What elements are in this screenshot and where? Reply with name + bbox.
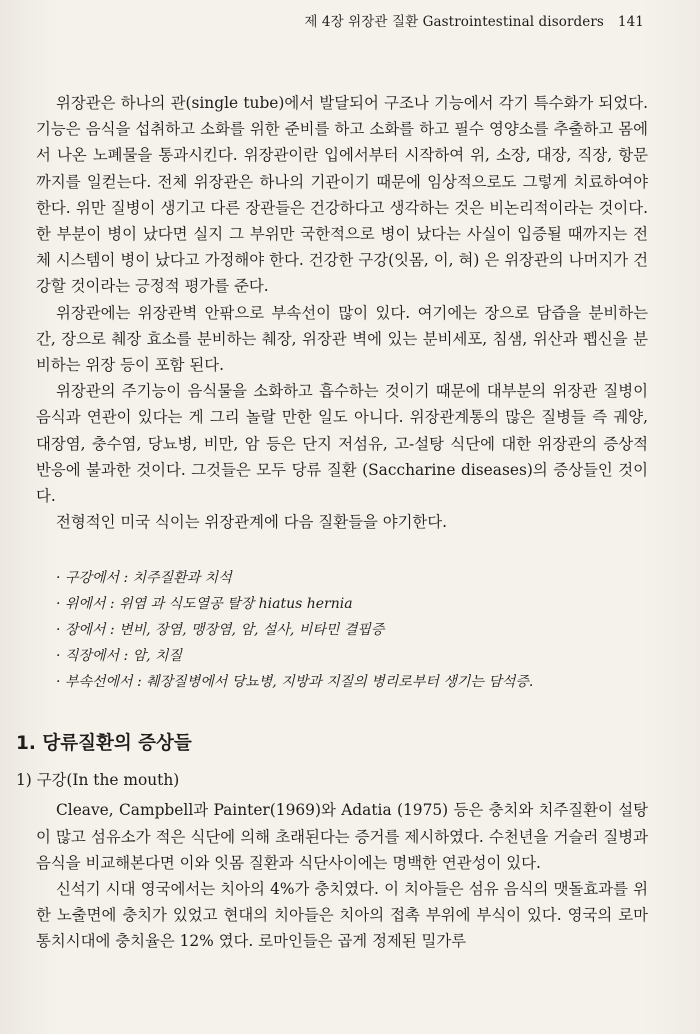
paragraph-5: Cleave, Campbell과 Painter(1969)와 Adatia (1975) 등은 충치와 치주질환이 설탕이 많고 섬유소가 적은 식단에 의해 초래된다는 증거를 제시하였다. 수천년을 거슬러 질병과 음식을 비교해본다면 이와 잇몸 질환과 식단사이에는 명백한 연관성이 있다.	[36, 801, 648, 872]
paragraph-6: 신석기 시대 영국에서는 치아의 4%가 충치였다. 이 치아들은 섬유 음식의 맷돌효과를 위한 노출면에 충치가 있었고 현대의 치아들은 치아의 접촉 부위에 부식이 있다. 영국의 로마 통치시대에 충치율은 12% 였다. 로마인들은 곱게 정제된 밀가루	[36, 880, 648, 951]
body-text	[16, 90, 648, 955]
paragraph-4: 전형적인 미국 식이는 위장관계에 다음 질환들을 야기한다.	[56, 513, 448, 532]
list-item: · 구강에서 : 치주질환과 치석	[56, 570, 232, 587]
running-head-chapter: 제 4장 위장관 질환 Gastrointestinal disorders	[304, 14, 604, 30]
disease-list	[36, 565, 648, 695]
subsection-heading: 1) 구강(In the mouth)	[16, 771, 180, 790]
list-item: · 직장에서 : 암, 치질	[56, 648, 183, 665]
paragraph-2: 위장관에는 위장관벽 안팎으로 부속선이 많이 있다. 여기에는 장으로 담즙을 분비하는 간, 장으로 췌장 효소를 분비하는 췌장, 위장관 벽에 있는 분비세포, 침샘, 위산과 펩신을 분비하는 위장 등이 포함 된다.	[36, 303, 648, 375]
section-heading: 1. 당류질환의 증상들	[16, 733, 192, 755]
list-item: · 부속선에서 : 췌장질병에서 당뇨병, 지방과 지질의 병리로부터 생기는 담석증.	[56, 674, 534, 691]
list-item: · 장에서 : 변비, 장염, 맹장염, 암, 설사, 비타민 결핍증	[56, 622, 385, 639]
paragraph-1: 위장관은 하나의 관(single tube)에서 발달되어 구조나 기능에서 각기 특수화가 되었다. 기능은 음식을 섭취하고 소화를 위한 준비를 하고 소화를 하고 필수 영양소를 추출하고 몸에서 나온 노폐물을 통과시킨다. 위장관이란 입에서부터 시작하여 위, 소장, 대장, 직장, 항문까지를 일컫는다. 전체 위장관은 하나의 기관이기 때문에 임상적으로도 그렇게 치료하여야 한다. 위만 질병이 생기고 다른 장관들은 건강하다고 생각하는 것은 비논리적이라는 것이다. 한 부분이 병이 났다면 실지 그 부위만 국한적으로 병이 났다는 사실이 입증될 때까지는 전체 시스템이 병이 났다고 가정해야 한다. 건강한 구강(잇몸, 이, 혀) 은 위장관의 나머지가 건강할 것이라는 긍정적 평가를 준다.	[36, 94, 648, 296]
running-head	[304, 10, 644, 30]
paragraph-3: 위장관의 주기능이 음식물을 소화하고 흡수하는 것이기 때문에 대부분의 위장관 질병이 음식과 연관이 있다는 게 그리 놀랄 만한 일도 아니다. 위장관계통의 많은 질병들 즉 궤양, 대장염, 충수염, 당뇨병, 비만, 암 등은 단지 저섬유, 고-설탕 식단에 대한 위장관의 증상적 반응에 불과한 것이다. 그것들은 모두 당류 질환 (Saccharine diseases)의 증상들인 것이다.	[36, 382, 648, 506]
list-item: · 위에서 : 위염 과 식도열공 탈장 hiatus hernia	[56, 596, 353, 613]
page-number: 141	[617, 14, 644, 30]
